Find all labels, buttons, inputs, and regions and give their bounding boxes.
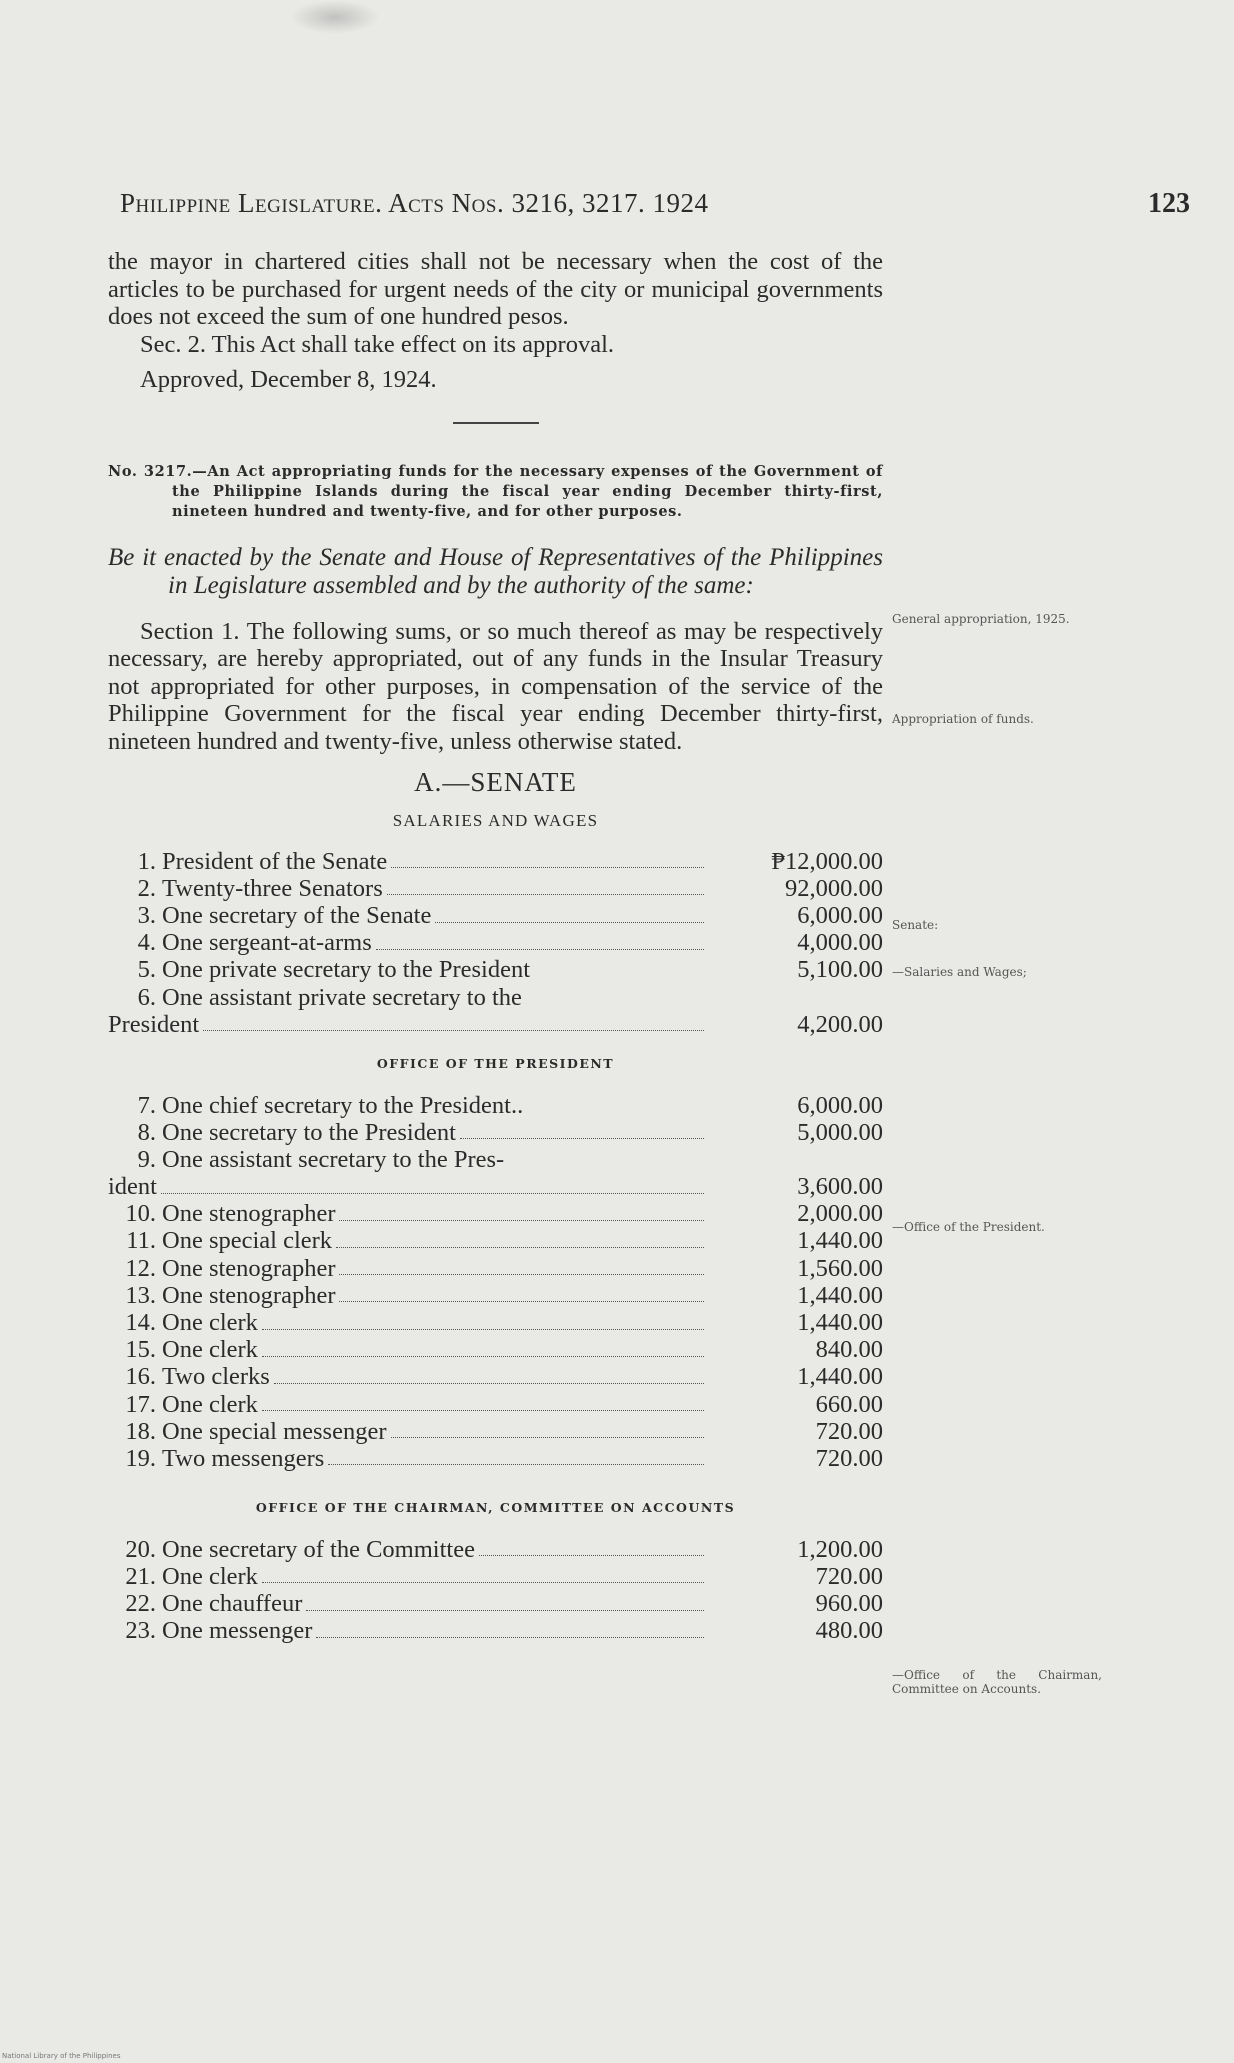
- item-number: 1.: [137, 847, 156, 875]
- list-item-continuation: [108, 1173, 883, 1200]
- item-number: 10.: [125, 1200, 156, 1228]
- item-amount: 1,440.00: [797, 1281, 883, 1309]
- item-amount: 1,560.00: [797, 1254, 883, 1282]
- office-president-list: [108, 1092, 883, 1473]
- margin-note-office-president: —Office of the President.: [892, 1220, 1045, 1234]
- list-item: [108, 1391, 883, 1418]
- item-number: 16.: [125, 1363, 156, 1391]
- item-label: One assistant private secretary to the: [162, 983, 522, 1011]
- item-number: 3.: [137, 902, 156, 930]
- margin-note-appropriation: Appropriation of funds.: [892, 712, 1034, 726]
- item-amount: 1,200.00: [797, 1535, 883, 1563]
- item-number: 22.: [125, 1590, 156, 1617]
- item-label: One stenographer: [162, 1254, 336, 1282]
- item-number: 8.: [137, 1118, 156, 1146]
- item-amount: 720.00: [815, 1562, 883, 1590]
- item-amount: 3,600.00: [797, 1173, 883, 1201]
- item-label: One clerk: [162, 1562, 258, 1590]
- margin-note-general: General appropriation, 1925.: [892, 612, 1070, 626]
- item-number: 4.: [137, 929, 156, 957]
- item-label: One special clerk: [162, 1227, 333, 1255]
- item-label: One chief secretary to the President..: [162, 1091, 524, 1119]
- list-item: [108, 957, 883, 984]
- item-number: 11.: [126, 1227, 156, 1255]
- list-item: [108, 1092, 883, 1119]
- item-number: 18.: [125, 1417, 156, 1445]
- item-amount: 1,440.00: [797, 1227, 883, 1255]
- item-label: One special messenger: [162, 1417, 387, 1445]
- list-item: [108, 1146, 883, 1173]
- item-number: 14.: [125, 1309, 156, 1336]
- item-amount: ₱12,000.00: [771, 847, 883, 875]
- list-item: [108, 1418, 883, 1445]
- office-chairman-list: [108, 1536, 883, 1645]
- item-label: One secretary to the President: [162, 1118, 456, 1146]
- salaries-list: [108, 848, 883, 1038]
- section-1: Section 1. The following sums, or so much thereof as may be respectively necessary, are hereby appropriated, out of any funds in the Insular Treasury not appropriated for other purposes, in compensation of the service of the Philippine Government for the fiscal year ending December thirty-first, nineteen hundred and twenty-five, unless otherwise stated.: [108, 617, 883, 755]
- list-item: [108, 902, 883, 929]
- section-2: Sec. 2. This Act shall take effect on its approval.: [140, 330, 615, 358]
- item-label: One secretary of the Senate: [162, 902, 432, 930]
- list-item: [108, 984, 883, 1011]
- item-label: Two clerks: [162, 1363, 270, 1391]
- item-number: 13.: [125, 1281, 156, 1309]
- item-label: One private secretary to the President: [162, 956, 531, 984]
- list-item: [108, 1536, 883, 1563]
- list-item: [108, 1618, 883, 1645]
- continuation-paragraph: the mayor in chartered cities shall not be necessary when the cost of the articles to be purchased for urgent needs of the city or municipal governments does not exceed the sum of one hundred pesos.: [108, 248, 883, 330]
- item-number: 21.: [125, 1562, 156, 1590]
- list-item: [108, 848, 883, 875]
- footer-credit: National Library of the Philippines: [2, 2052, 121, 2060]
- item-number: 7.: [137, 1091, 156, 1119]
- item-label: One stenographer: [162, 1200, 336, 1228]
- item-label: One clerk: [162, 1336, 258, 1364]
- item-label: One clerk: [162, 1309, 258, 1336]
- item-label: One clerk: [162, 1390, 258, 1418]
- item-label: One chauffeur: [162, 1590, 303, 1617]
- list-item: [108, 1255, 883, 1282]
- item-number: 12.: [125, 1254, 156, 1282]
- item-number: 6.: [137, 983, 156, 1011]
- list-item: [108, 1309, 883, 1336]
- list-item: [108, 1119, 883, 1146]
- list-item: [108, 1282, 883, 1309]
- page-number: 123: [1148, 188, 1190, 219]
- item-label-continuation: President: [108, 1010, 200, 1038]
- list-item: [108, 930, 883, 957]
- item-amount: 2,000.00: [797, 1200, 883, 1228]
- list-item: [108, 1563, 883, 1590]
- item-amount: 92,000.00: [785, 874, 883, 902]
- senate-heading: A.—SENATE: [414, 767, 577, 797]
- item-amount: 720.00: [815, 1444, 883, 1472]
- salaries-heading: SALARIES AND WAGES: [392, 810, 599, 830]
- item-amount: 5,100.00: [797, 956, 883, 984]
- item-number: 9.: [137, 1145, 156, 1173]
- item-label-continuation: ident: [108, 1173, 157, 1201]
- item-amount: 960.00: [815, 1590, 883, 1617]
- item-number: 2.: [137, 874, 156, 902]
- item-amount: 5,000.00: [797, 1118, 883, 1146]
- approval-date: Approved, December 8, 1924.: [140, 366, 437, 393]
- office-chairman-heading: OFFICE OF THE CHAIRMAN, COMMITTEE ON ACCOUNTS: [255, 1500, 736, 1516]
- item-label: President of the Senate: [162, 847, 388, 875]
- item-amount: 720.00: [815, 1417, 883, 1445]
- list-item: [108, 1445, 883, 1472]
- scan-smudge: [290, 0, 380, 34]
- list-item-continuation: [108, 1011, 883, 1038]
- item-label: One messenger: [162, 1617, 313, 1645]
- list-item: [108, 1337, 883, 1364]
- margin-note-office-chairman: —Office of the Chairman, Committee on Accounts.: [892, 1668, 1102, 1696]
- item-number: 23.: [125, 1617, 156, 1645]
- section-divider: [453, 422, 539, 424]
- item-number: 15.: [125, 1336, 156, 1364]
- office-president-heading: OFFICE OF THE PRESIDENT: [376, 1056, 615, 1072]
- item-label: One assistant secretary to the Pres-: [162, 1145, 505, 1173]
- act-title: No. 3217.—An Act appropriating funds for the necessary expenses of the Government of the Philippine Islands during the fiscal year ending December thirty-first, nineteen hundred and twenty-five, and for other purposes.: [108, 462, 883, 520]
- item-amount: 840.00: [815, 1336, 883, 1364]
- item-amount: 6,000.00: [797, 902, 883, 930]
- item-label: Twenty-three Senators: [162, 874, 383, 902]
- item-amount: 4,200.00: [797, 1010, 883, 1038]
- list-item: [108, 875, 883, 902]
- item-label: One sergeant-at-arms: [162, 929, 372, 957]
- item-label: One secretary of the Committee: [162, 1535, 475, 1563]
- item-amount: 1,440.00: [797, 1309, 883, 1336]
- list-item: [108, 1364, 883, 1391]
- margin-note-salaries: —Salaries and Wages;: [892, 965, 1027, 979]
- page-body: [108, 248, 883, 1645]
- item-number: 17.: [125, 1390, 156, 1418]
- page-header: [120, 188, 1190, 228]
- margin-note-senate: Senate:: [892, 918, 939, 932]
- list-item: [108, 1590, 883, 1617]
- item-label: One stenographer: [162, 1281, 336, 1309]
- item-label: Two messengers: [162, 1444, 325, 1472]
- item-number: 20.: [125, 1535, 156, 1563]
- enacting-clause: Be it enacted by the Senate and House of Representatives of the Philippines in Legislature assembled and by the authority of the same:: [108, 543, 883, 599]
- item-amount: 660.00: [815, 1390, 883, 1418]
- item-amount: 480.00: [815, 1617, 883, 1645]
- item-number: 5.: [137, 956, 156, 984]
- item-amount: 1,440.00: [797, 1363, 883, 1391]
- running-head: Philippine Legislature. Acts Nos. 3216, 3217. 1924: [120, 188, 709, 218]
- item-amount: 6,000.00: [797, 1091, 883, 1119]
- item-number: 19.: [125, 1444, 156, 1472]
- item-amount: 4,000.00: [797, 929, 883, 957]
- list-item: [108, 1228, 883, 1255]
- list-item: [108, 1201, 883, 1228]
